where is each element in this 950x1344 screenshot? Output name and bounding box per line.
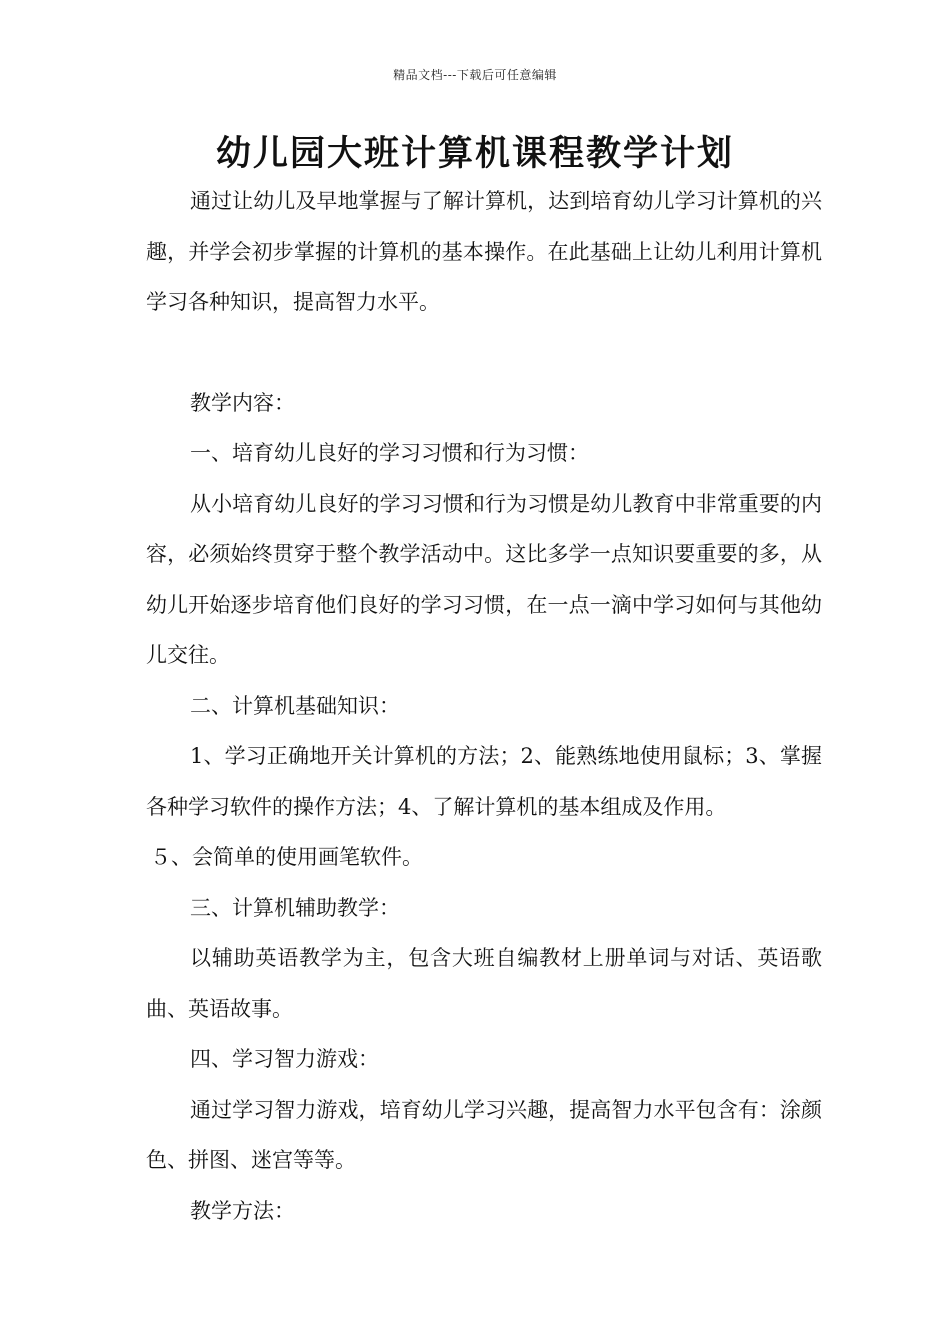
section2-heading: 二、计算机基础知识： <box>190 693 400 718</box>
section4-body: 通过学习智力游戏，培育幼儿学习兴趣，提高智力水平包含有：涂颜色、拼图、迷宫等等。 <box>146 1097 822 1172</box>
method-heading: 教学方法： <box>190 1198 295 1223</box>
page-title: 幼儿园大班计算机课程教学计划 <box>215 133 734 174</box>
header-note: 精品文档---下载后可任意编辑 <box>393 68 557 82</box>
document-body <box>146 176 822 1236</box>
section1-body: 从小培育幼儿良好的学习习惯和行为习惯是幼儿教育中非常重要的内容，必须始终贯穿于整个教学活动中。这比多学一点知识要重要的多，从幼儿开始逐步培育他们良好的学习习惯，在一点一滴中学习如何与其他幼儿交往。 <box>146 491 822 667</box>
section2-item5: ５、会简单的使用画笔软件。 <box>150 845 423 869</box>
section3-heading: 三、计算机辅助教学： <box>190 895 400 920</box>
content-heading: 教学内容： <box>190 390 295 415</box>
section4-heading: 四、学习智力游戏： <box>190 1047 379 1071</box>
section2-body: 1、学习正确地开关计算机的方法；2、能熟练地使用鼠标；3、掌握各种学习软件的操作方法；4、了解计算机的基本组成及作用。 <box>146 744 822 819</box>
section3-body: 以辅助英语教学为主，包含大班自编教材上册单词与对话、英语歌曲、英语故事。 <box>146 946 822 1021</box>
paragraph-spacer <box>146 328 822 378</box>
intro-paragraph: 通过让幼儿及早地掌握与了解计算机，达到培育幼儿学习计算机的兴趣，并学会初步掌握的计算机的基本操作。在此基础上让幼儿利用计算机学习各种知识，提高智力水平。 <box>146 189 822 314</box>
section1-heading: 一、培育幼儿良好的学习习惯和行为习惯： <box>190 441 589 465</box>
